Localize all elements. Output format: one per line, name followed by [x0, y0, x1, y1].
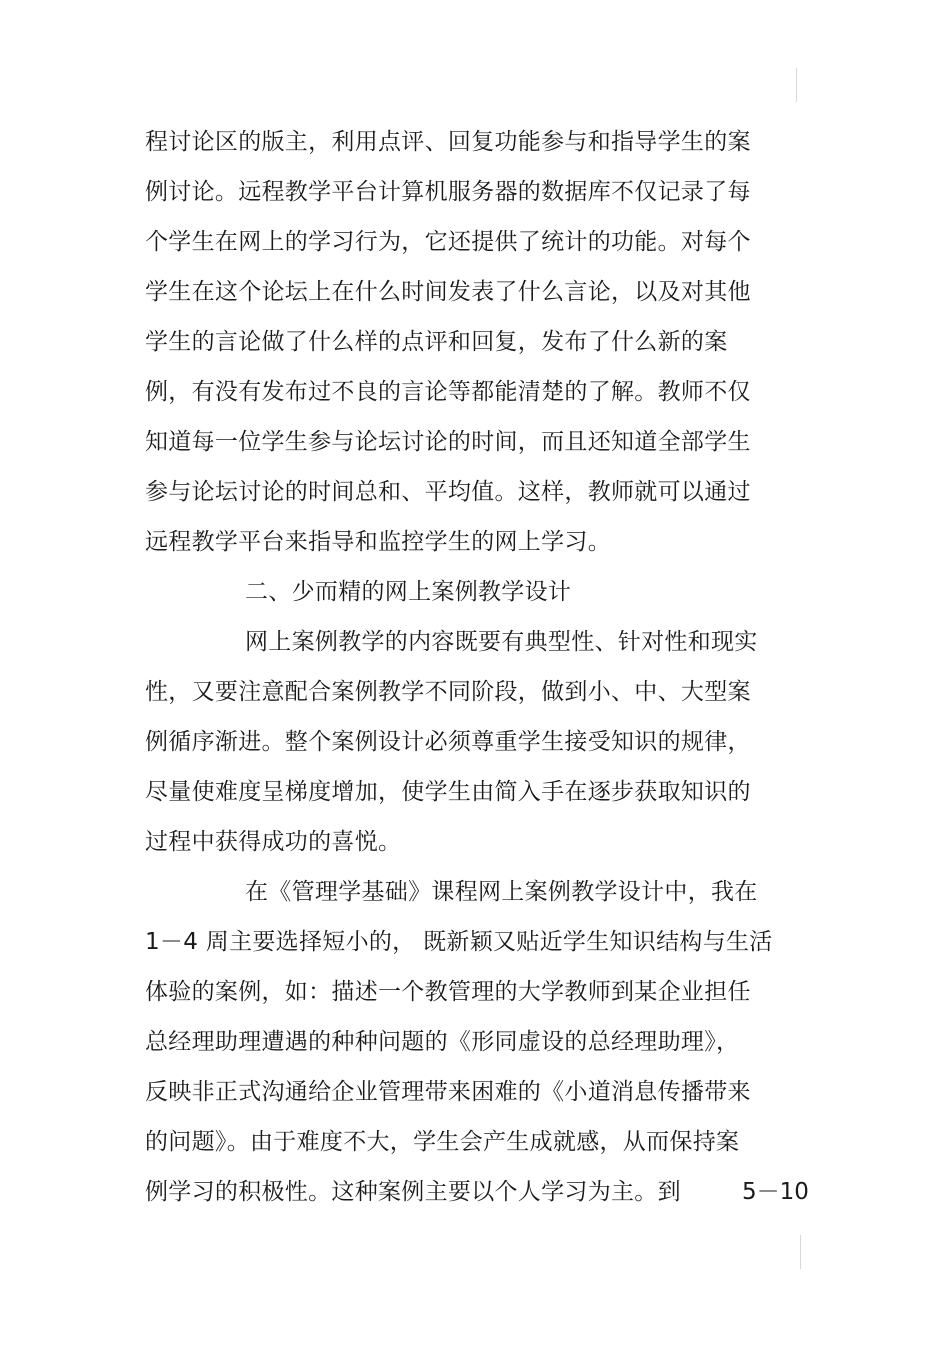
text-line: 过程中获得成功的喜悦。: [145, 829, 402, 855]
text-line: 参与论坛讨论的时间总和、平均值。这样，教师就可以通过: [145, 479, 751, 505]
text-line: 尽量使难度呈梯度增加，使学生由简入手在逐步获取知识的: [145, 779, 751, 805]
page-edge-mark: [800, 1235, 801, 1269]
week-range-text: 5－10: [742, 1179, 809, 1205]
text-line: 在《管理学基础》课程网上案例教学设计中，我在: [245, 879, 758, 905]
text-line: 例，有没有发布过不良的言论等都能清楚的了解。教师不仅: [145, 379, 751, 405]
text-line: 远程教学平台来指导和监控学生的网上学习。: [145, 529, 611, 555]
section-heading: 二、少而精的网上案例教学设计: [245, 579, 572, 605]
text-line: 的问题》。由于难度不大，学生会产生成就感，从而保持案: [145, 1129, 740, 1155]
page-edge-mark: [796, 68, 797, 102]
text-line: 网上案例教学的内容既要有典型性、针对性和现实: [245, 629, 758, 655]
text-line: 学生在这个论坛上在什么时间发表了什么言论，以及对其他: [145, 279, 751, 305]
text-line: 个学生在网上的学习行为，它还提供了统计的功能。对每个: [145, 229, 751, 255]
text-line: 知道每一位学生参与论坛讨论的时间，而且还知道全部学生: [145, 429, 751, 455]
text-line: 性，又要注意配合案例教学不同阶段，做到小、中、大型案: [145, 679, 751, 705]
text-line: 总经理助理遭遇的种种问题的《形同虚设的总经理助理》，: [145, 1029, 740, 1055]
text-line: 反映非正式沟通给企业管理带来困难的《小道消息传播带来: [145, 1079, 751, 1105]
text-line: 体验的案例，如：描述一个教管理的大学教师到某企业担任: [145, 979, 751, 1005]
text-line: 学生的言论做了什么样的点评和回复，发布了什么新的案: [145, 329, 728, 355]
text-line: 例学习的积极性。这种案例主要以个人学习为主。到: [145, 1179, 681, 1205]
text-line: 程讨论区的版主，利用点评、回复功能参与和指导学生的案: [145, 129, 751, 155]
text-line: 例循序渐进。整个案例设计必须尊重学生接受知识的规律，: [145, 729, 751, 755]
text-line: 例讨论。远程教学平台计算机服务器的数据库不仅记录了每: [145, 179, 751, 205]
text-line: 1－4 周主要选择短小的， 既新颖又贴近学生知识结构与生活: [145, 929, 773, 955]
